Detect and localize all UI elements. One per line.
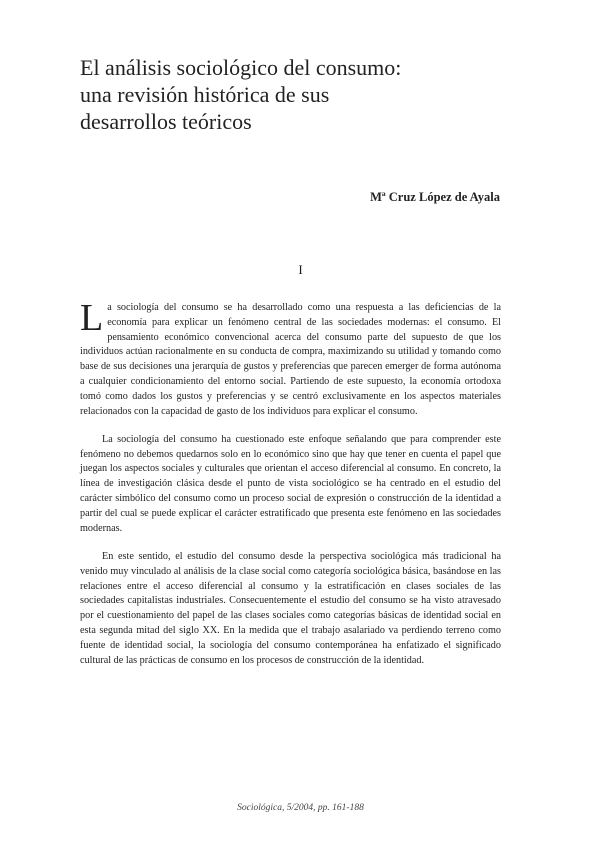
title-line: El análisis sociológico del consumo: xyxy=(80,55,402,80)
paragraph: En este sentido, el estudio del consumo desde la perspectiva sociológica más tradicional ha venido muy vinculado al análisis de la clase social como categoría sociológica básica, basándose en las relaciones entre el acceso diferencial al consumo y la estratificación en clases sociales de las sociedades capitalistas industriales. Consecuentemente el estudio del consumo se ha visto atravesado por el cuestionamiento del papel de las clases sociales como categorías básicas de identidad social en esta segunda mitad del siglo XX. En la medida que el trabajo asalariado va perdiendo terreno como fuente de identidad social, la sociología del consumo contemporánea ha enfatizado el significado cultural de las prácticas de consumo en los procesos de construcción de la identidad. xyxy=(80,550,501,666)
section-number: I xyxy=(298,262,303,277)
title-line: desarrollos teóricos xyxy=(80,109,252,134)
drop-cap: L xyxy=(80,297,104,339)
article-title xyxy=(80,54,520,135)
article-body xyxy=(80,297,501,682)
author-name: Mª Cruz López de Ayala xyxy=(370,190,500,204)
paragraph xyxy=(80,297,501,419)
paragraph-text: a sociología del consumo se ha desarrollado como una respuesta a las deficiencias de la economía para explicar un fenómeno central de las sociedades modernas: el consumo. El pensamiento económico convencional acerca del consumo parte del supuesto de que los individuos actúan racionalmente en su conducta de compra, maximizando su utilidad y tomando como base de sus decisiones una jerarquía de gustos y preferencias que parecen emerger de forma autónoma a cualquier condicionamiento del entorno social. Partiendo de este supuesto, la economía ortodoxa tomó como dados los gustos y preferencias y se centró exclusivamente en los aspectos materiales relacionados con la capacidad de gasto de los individuos para explicar el consumo. xyxy=(80,302,501,417)
page-footer-citation: Sociológica, 5/2004, pp. 161-188 xyxy=(237,803,364,813)
title-line: una revisión histórica de sus xyxy=(80,82,330,107)
paragraph: La sociología del consumo ha cuestionado este enfoque señalando que para comprender este fenómeno no debemos quedarnos solo en lo económico sino que hay que tener en cuenta el papel que juegan los aspectos sociales y culturales que orientan el acceso diferencial al consumo. En concreto, la línea de investigación clásica desde el punto de vista sociológico se ha centrado en el estudio del carácter simbólico del consumo como un proceso social de expresión o construcción de la identidad a partir del cual se puede explicar el carácter estratificado que presenta este fenómeno en las sociedades modernas. xyxy=(80,433,501,534)
